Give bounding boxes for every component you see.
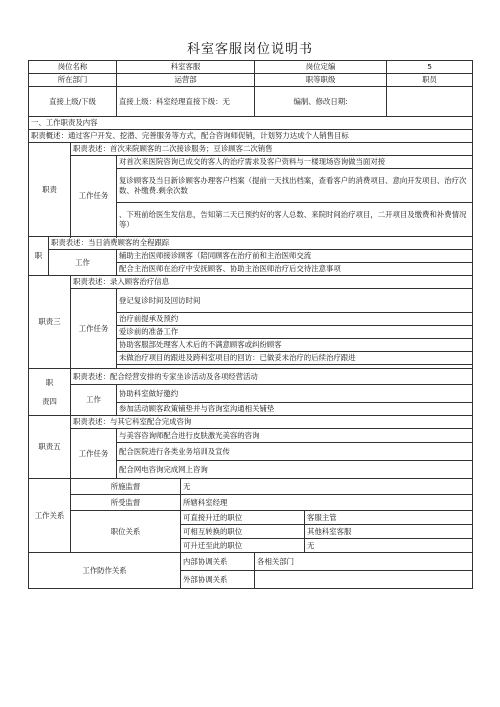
duty-3-desc-row xyxy=(29,276,473,289)
duty-4-desc-row xyxy=(29,369,473,385)
level-value: 职员 xyxy=(387,74,473,87)
coord-external-label: 外部协调关系 xyxy=(181,571,255,589)
coord-row-1 xyxy=(29,553,473,571)
superior-label: 直接上级/下级 xyxy=(29,87,117,117)
coord-internal-value: 各相关部门 xyxy=(255,553,473,571)
career-label: 职位关系 xyxy=(71,511,181,553)
duty-5-task-1: 与美容咨询师配合进行皮肤激光美容的咨询 xyxy=(117,429,473,443)
duty-4-label xyxy=(29,369,71,416)
supervise-label: 所施监督 xyxy=(71,479,181,495)
duty-5-desc-row xyxy=(29,416,473,429)
duty-1-task-2: 复诊顾客及当日新诊顾客办理客户档案（提前一天找出档案，查看客户的消费项目、意向开发项目、治疗次数、补缴费.剩余次数 xyxy=(117,169,473,203)
duty-2-task-2: 配合主治医师在治疗中安抚顾客、协助主治医师治疗后交待注意事项 xyxy=(117,263,473,276)
job-name-value: 科室客服 xyxy=(117,61,255,74)
career-value-3: 无 xyxy=(305,539,473,553)
duty-4-label-a: 职 xyxy=(45,378,54,388)
duty-4-task-1: 协助科室做好邀约 xyxy=(117,385,473,403)
dept-value: 运营部 xyxy=(117,74,255,87)
job-code-label: 岗位定编 xyxy=(255,61,387,74)
duty-3-task-4: 协助客服部处理客人术后的不满意顾客或纠纷顾客 xyxy=(117,339,473,352)
overview xyxy=(29,130,473,143)
relations-label: 工作关系 xyxy=(29,479,71,553)
duty-4-work-label: 工作 xyxy=(71,385,117,416)
duty-1-task-1-row xyxy=(29,156,473,169)
coord-label: 工作防作关系 xyxy=(29,553,181,589)
date-value xyxy=(387,87,473,117)
duty-2-desc: 职责表述：当日消费顾客的全程跟踪 xyxy=(49,237,473,250)
duty-1-desc: 职责表述：首次来院顾客的二次接诊服务；豆诊顾客二次销售 xyxy=(71,143,473,156)
overview-text: 通过客户开发、挖潜、完善服务等方式，配合咨询师促销，计划努力达成个人销售目标 xyxy=(67,131,349,141)
coord-internal-label: 内部协调关系 xyxy=(181,553,255,571)
duty-2-work-label: 工作 xyxy=(49,250,117,276)
career-key-3: 可升迁至此的职位 xyxy=(181,539,305,553)
job-code-value: 5 xyxy=(387,61,473,74)
supervise-value: 无 xyxy=(181,479,473,495)
career-key-2: 可相互转换的职位 xyxy=(181,525,305,539)
header-row-3 xyxy=(29,87,473,117)
duty-3-task-3: 爱诊前的准备工作 xyxy=(117,326,473,339)
career-row-1 xyxy=(29,511,473,525)
duty-3-task-2: 治疗前提承及预约 xyxy=(117,313,473,326)
header-row-1 xyxy=(29,61,473,74)
career-key-1: 可直接升迁的职位 xyxy=(181,511,305,525)
section-title: 一、工作职责及内容 xyxy=(29,117,473,130)
duty-3-task-5: 未做治疗项目的跟进及跨科室项目的回访：已做妥未治疗的后续治疗跟进 xyxy=(117,352,473,365)
duty-1-task-3: 、下班前给医生发信息，告知第二天已预约好的客人总数、来院时间治疗项目，二开项目及缴费和补费情况等） xyxy=(117,203,473,237)
supervised-value: 所辖科室经理 xyxy=(181,495,473,511)
duty-1-label: 职责 xyxy=(29,143,71,237)
job-description-table xyxy=(28,60,473,589)
duty-3-desc: 职责表述：录入顾客治疗信息 xyxy=(71,276,473,289)
duty-3-task-1-row xyxy=(29,289,473,313)
duty-2-task-1: 辅助主治医师接诊顾客（陪同顾客在治疗前和主治医师交流 xyxy=(117,250,473,263)
document-title: 科室客服岗位说明书 xyxy=(186,42,313,57)
coord-external-value xyxy=(255,571,473,589)
overview-label: 职责概述： xyxy=(31,131,68,141)
career-value-2: 其他科室客服 xyxy=(305,525,473,539)
date-label: 编制、修改日期: xyxy=(255,87,387,117)
supervised-label: 所受监督 xyxy=(71,495,181,511)
dept-label: 所在部门 xyxy=(29,74,117,87)
duty-4-desc: 职责表述：配合经营安排的专家坐诊活动及各项经营活动 xyxy=(71,369,473,385)
duty-1-work-label: 工作任务 xyxy=(71,156,117,237)
duty-1-task-1: 对首次来医院咨询已成交的客人的治疗需求及客户资料与一楼现场咨询做当面对接 xyxy=(117,156,473,169)
relations-row-2 xyxy=(29,495,473,511)
duty-4-label-b: 责四 xyxy=(42,396,57,406)
section-row xyxy=(29,117,473,130)
duty-5-work-label: 工作任务 xyxy=(71,429,117,479)
duty-2-label-a: 职 xyxy=(29,237,49,276)
duty-4-task-1-row xyxy=(29,385,473,403)
overview-row xyxy=(29,130,473,143)
duty-5-label: 职责五 xyxy=(29,416,71,479)
job-name-label: 岗位名称 xyxy=(29,61,117,74)
duty-5-task-2: 配合医院进行各类业务培训及宣传 xyxy=(117,443,473,461)
career-value-1: 客服主管 xyxy=(305,511,473,525)
duty-5-task-1-row xyxy=(29,429,473,443)
relations-row-1 xyxy=(29,479,473,495)
superior-value: 直接上级：科室经理直接下级：无 xyxy=(117,87,255,117)
level-label: 职等职级 xyxy=(255,74,387,87)
duty-2-task-1-row xyxy=(29,250,473,263)
duty-3-task-1: 登记复诊时间及回访时间 xyxy=(117,289,473,313)
duty-1-desc-row xyxy=(29,143,473,156)
duty-3-label: 职责三 xyxy=(29,276,71,369)
duty-3-work-label: 工作任务 xyxy=(71,289,117,369)
duty-5-desc: 职责表述：与其它科室配合完成咨询 xyxy=(71,416,473,429)
duty-2-desc-row xyxy=(29,237,473,250)
duty-5-task-3: 配合网电咨询完成网上咨询 xyxy=(117,461,473,479)
header-row-2 xyxy=(29,74,473,87)
duty-4-task-2: 参加活动顾客政策铺垫并与咨询室沟通相关铺垫 xyxy=(117,403,473,416)
